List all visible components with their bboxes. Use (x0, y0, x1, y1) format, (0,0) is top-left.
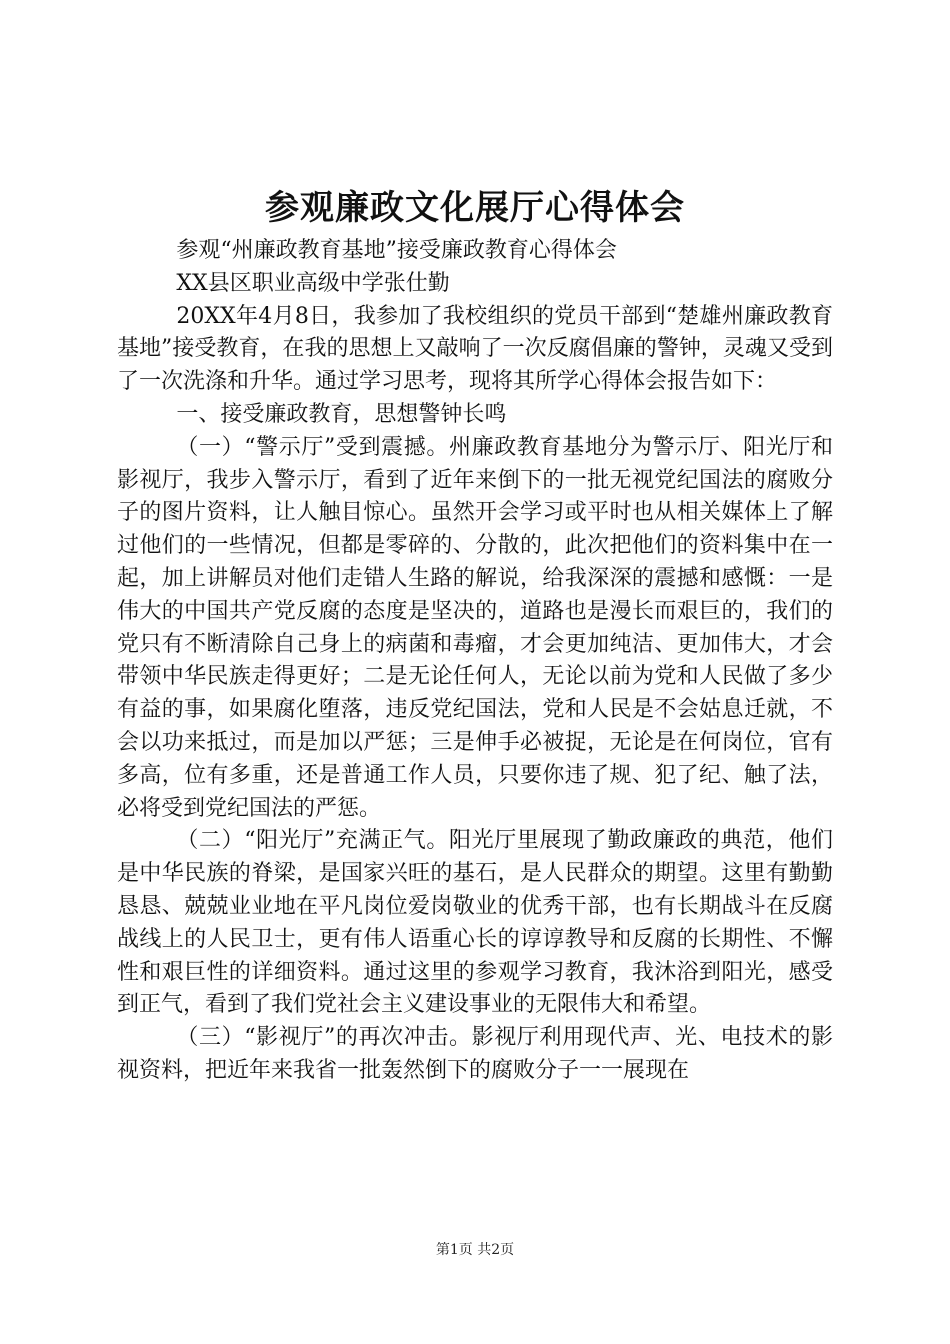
section-heading: 一、接受廉政教育，思想警钟长鸣 (176, 401, 507, 427)
author-line: XX县区职业高级中学张仕勤 (176, 270, 450, 296)
document-body (117, 235, 833, 1088)
document-title: 参观廉政文化展厅心得体会 (265, 188, 685, 228)
subtitle-paragraph: 参观“州廉政教育基地”接受廉政教育心得体会 (176, 238, 617, 263)
body-paragraph: 20XX年4月8日，我参加了我校组织的党员干部到“楚雄州廉政教育基地”接受教育，在我的思想上又敲响了一次反腐倡廉的警钟，灵魂又受到了一次洗涤和升华。通过学习思考，现将其所学心得体会报告如下： (117, 303, 833, 395)
body-paragraph: （一）“警示厅”受到震撼。州廉政教育基地分为警示厅、阳光厅和影视厅，我步入警示厅，看到了近年来倒下的一批无视党纪国法的腐败分子的图片资料，让人触目惊心。虽然开会学习或平时也从相关媒体上了解过他们的一些情况，但都是零碎的、分散的，此次把他们的资料集中在一起，加上讲解员对他们走错人生路的解说，给我深深的震撼和感慨：一是伟大的中国共产党反腐的态度是坚决的，道路也是漫长而艰巨的，我们的党只有不断清除自己身上的病菌和毒瘤，才会更加纯洁、更加伟大，才会带领中华民族走得更好；二是无论任何人，无论以前为党和人民做了多少有益的事，如果腐化堕落，违反党纪国法，党和人民是不会姑息迁就，不会以功来抵过，而是加以严惩；三是伸手必被捉，无论是在何岗位，官有多高，位有多重，还是普通工作人员，只要你违了规、犯了纪、触了法，必将受到党纪国法的严惩。 (117, 434, 833, 821)
body-paragraph: （二）“阳光厅”充满正气。阳光厅里展现了勤政廉政的典范，他们是中华民族的脊梁，是国家兴旺的基石，是人民群众的期望。这里有勤勤恳恳、兢兢业业地在平凡岗位爱岗敬业的优秀干部，也有长期战斗在反腐战线上的人民卫士，更有伟人语重心长的谆谆教导和反腐的长期性、不懈性和艰巨性的详细资料。通过这里的参观学习教育，我沐浴到阳光，感受到正气，看到了我们党社会主义建设事业的无限伟大和希望。 (117, 828, 833, 1018)
page-number-footer: 第1页 共2页 (435, 1242, 515, 1258)
body-paragraph: （三）“影视厅”的再次冲击。影视厅利用现代声、光、电技术的影视资料，把近年来我省一批轰然倒下的腐败分子一一展现在 (117, 1025, 833, 1083)
